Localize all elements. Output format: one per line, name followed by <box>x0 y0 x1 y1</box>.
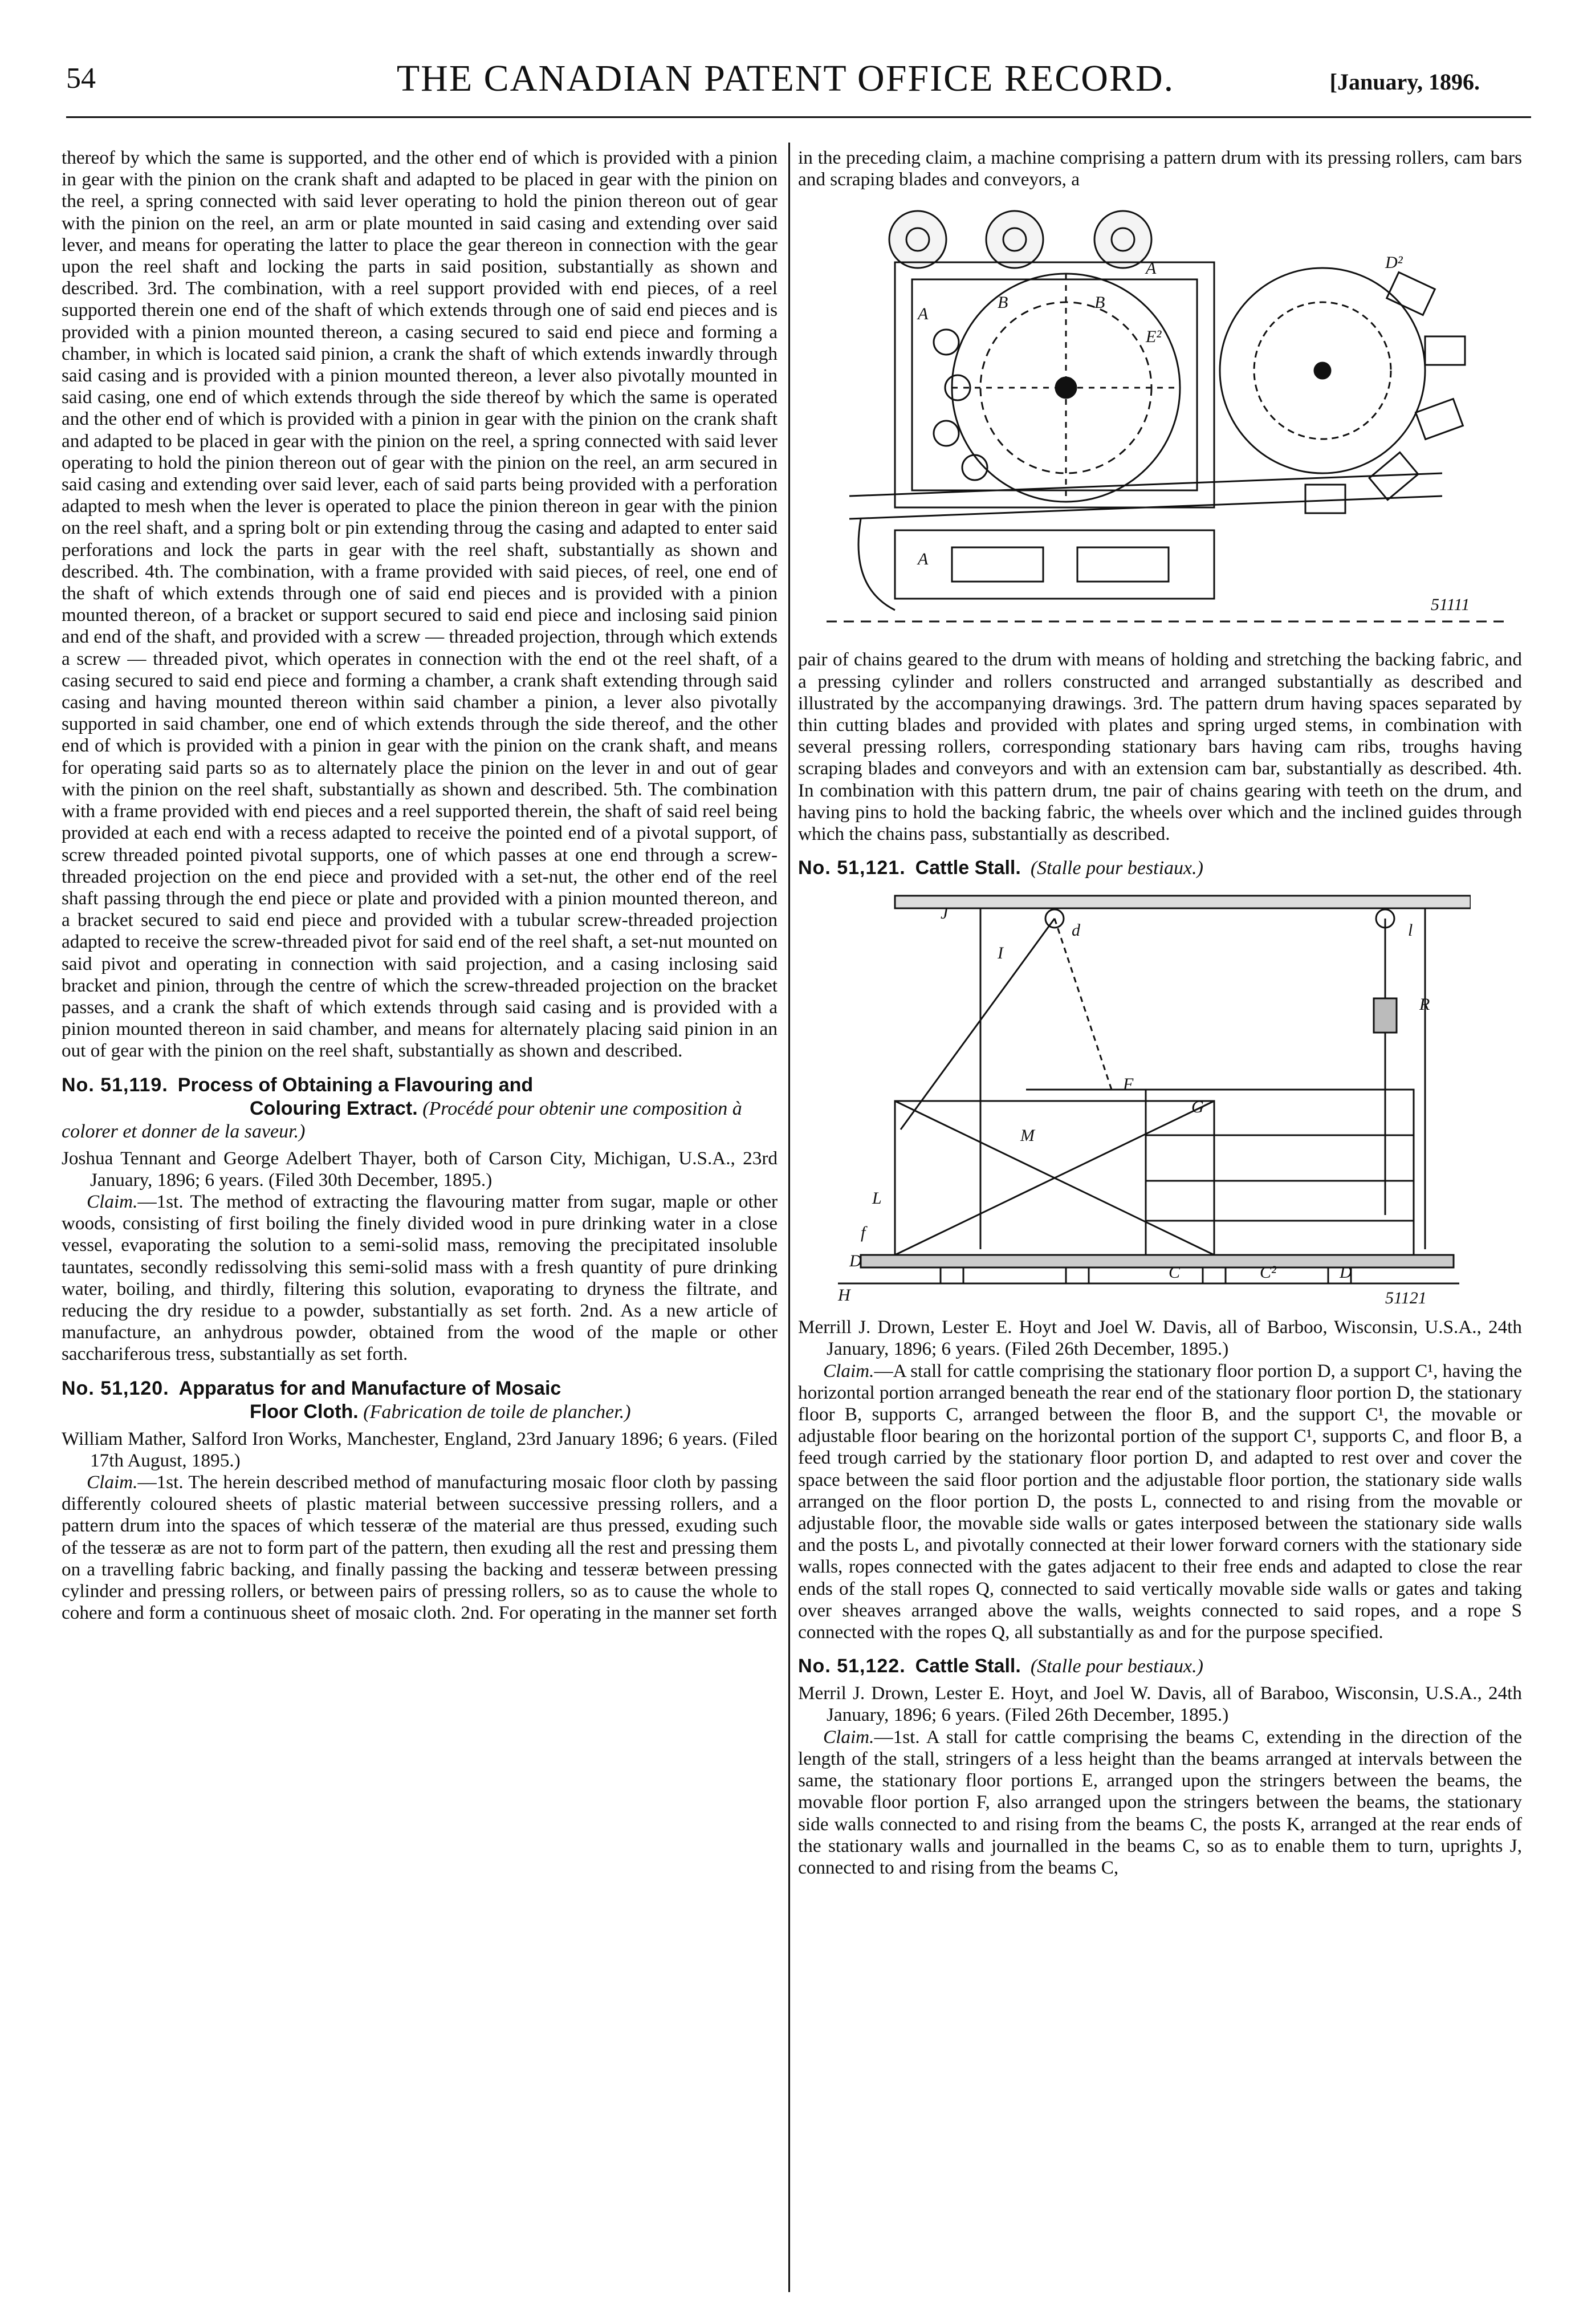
svg-text:B: B <box>1094 293 1105 312</box>
right-column <box>798 147 1522 1879</box>
claim-text: —1st. The method of extracting the flavouring matter from sugar, maple or other woods, consisting of first boiling the finely divided wood in pure drinking water in a close vessel, evaporating the solution to a semi-solid mass, removing the precipitated insoluble tauntates, secondly redissolving this semi-solid mass with a fresh quantity of pure drinking water, boiling, and thirdly, filtering this solution, evaporating to dryness the filtrate, and reducing the dry residue to a powder, substantially as set forth. 2nd. As a new article of manufacture, an anhydrous powder, obtained from the wood of the maple or other sacchariferous tress, substantially as set forth. <box>62 1191 778 1365</box>
claim-label: Claim. <box>87 1191 138 1212</box>
figure-number: 51111 <box>1431 595 1470 615</box>
page-number: 54 <box>66 62 96 95</box>
svg-text:B: B <box>998 293 1008 312</box>
header-rule <box>66 116 1531 118</box>
mosaic-machine-drawing <box>827 200 1505 639</box>
patent-claim <box>62 1191 778 1366</box>
svg-text:A: A <box>1146 259 1157 278</box>
patent-inventors: Joshua Tennant and George Adelbert Thayer, both of Carson City, Michigan, U.S.A., 23rd January, 1896; 6 years. (Filed 30th December, 1895.) <box>62 1147 778 1191</box>
patent-heading-51122 <box>798 1655 1522 1678</box>
patent-heading-51119 <box>62 1074 778 1143</box>
patent-french-title: (Procédé pour obtenir une composition à colorer et donner de la saveur.) <box>62 1098 742 1142</box>
patent-french-title: (Stalle pour bestiaux.) <box>1030 858 1203 879</box>
svg-text:C²: C² <box>1260 1263 1277 1282</box>
svg-text:J: J <box>941 904 949 923</box>
patent-heading-51121 <box>798 856 1522 880</box>
cattle-stall-drawing <box>827 884 1471 1306</box>
svg-text:E²: E² <box>1146 327 1162 347</box>
patent-inventors: William Mather, Salford Iron Works, Manchester, England, 23rd January 1896; 6 years. (Filed 17th August, 1895.) <box>62 1428 778 1471</box>
svg-text:A: A <box>918 550 929 569</box>
claim-text: —1st. The herein described method of manufacturing mosaic floor cloth by passing differently coloured sheets of plastic material between successive pressing rollers, and a pattern drum into the spaces of which tesseræ of the material are thus pressed, exuding such of the tesseræ as are not to form part of the pattern, then exuding all the rest and pressing them on a travelling fabric backing, and finally passing the backing and tesseræ between pressing cylinder and pressing rollers, or between pairs of pressing rollers, so as to cause the whole to cohere and form a continuous sheet of mosaic cloth. 2nd. For operating in the manner set forth <box>62 1471 778 1624</box>
patent-claim <box>798 1360 1522 1644</box>
svg-text:D²: D² <box>1385 253 1403 273</box>
claims-continuation: thereof by which the same is supported, and the other end of which is provided with a pinion in gear with the pinion on the crank shaft and adapted to be placed in gear with the pinion on the reel, a spring connected with said lever operating to hold the pinion thereon out of gear with the pinion on the reel, an arm or plate mounted in said casing and extending over said lever, and means for operating the latter to place the gear thereon in connection with the gear upon the reel shaft and locking the parts in said position, substantially as shown and described. 3rd. The combination, with a reel support provided with end pieces, of a reel supported therein one end of the shaft of which extends through one of said end pieces and is provided with a pinion mounted thereon, a casing secured to said end piece and forming a chamber, in which is located said pinion, a crank the shaft of which extends inwardly through said casing and is provided with a pinion mounted thereon, a lever also pivotally mounted in said casing, one end of which extends through the side thereof by which the same is operated and the other end of which is provided with a pinion in gear with the pinion on the crank shaft and adapted to be placed in gear with the pinion on the reel, a spring connected with said lever operating to hold the pinion thereon out of gear with the pinion on the reel, an arm secured in said casing and extending over said lever, each of said parts being provided with a perforation adapted to mesh when the lever is operated to place the pinion thereon in gear with the pinion on the reel shaft, and a spring bolt or pin extending throug the casing and adapted to enter said perforations and lock the parts in gear with the reel shaft, substantially as shown and described. 4th. The combination, with a frame provided with said pieces, of reel, one end of the shaft of which extends through one of said end pieces and is provided with a pinion mounted thereon, of a bracket or support secured to said end piece and inclosing said pinion and end of the shaft, and provided with a screw — threaded projection, through which extends a screw — threaded pivot, which operates in connection with the end ot the reel shaft, of a casing secured to said end piece and forming a chamber, a crank shaft extending through said casing and having mounted thereon within said chamber a pinion, a lever also pivotally supported in said chamber, one end of which extends through the side thereof, and the other end of which is provided with a pinion in gear with the pinion on the crank shaft, and means for operating said parts so as to alternately place the pinion on the lever in and out of gear with the pinion on the reel shaft, substantially as shown and described. 5th. The combination with a frame provided with end pieces and a reel supported therein, the shaft of said reel being provided at each end with a recess adapted to receive the pointed end of a pivotal support, of screw threaded pointed pivotal supports, one of which passes at one end through a screw-threaded projection on the end piece and provided with a set-nut, the other end of the reel shaft passing through the end piece or plate and provided with a pinion mounted thereon, and a bracket secured to said end piece and provided with a tubular screw-threaded projection adapted to receive the screw-threaded pivot for said end of the reel shaft, a set-nut mounted on said pivot and operating in connection with said projection, and a casing inclosing said bracket and pinion, through the centre of which the screw-threaded projection on the bracket passes, and a crank the shaft of which extends through said casing and is provided with a pinion mounted thereon in said chamber, and means for alternately placing said pinion in an out of gear with the pinion on the reel shaft, substantially as shown and described. <box>62 147 778 1062</box>
patent-french-title: (Stalle pour bestiaux.) <box>1030 1656 1203 1677</box>
patent-claim <box>62 1472 778 1624</box>
claim-text: —1st. A stall for cattle comprising the beams C, extending in the direction of the length of the stall, stringers of a less height than the beams arranged at intervals between the same, the stationary floor portions E, arranged upon the stringers between the beams, the movable floor portion F, also arranged upon the stringers between the beams, the stationary side walls connected to and rising from the beams C, the posts K, arranged at the rear ends of the stationary walls and journalled in the beams C, so as to enable them to turn, uprights J, connected to and rising from the beams C, <box>798 1726 1522 1878</box>
svg-text:M: M <box>1020 1126 1035 1145</box>
patent-heading-51120 <box>62 1377 778 1424</box>
patent-title-cont: Colouring Extract. <box>250 1097 418 1119</box>
svg-text:L: L <box>872 1189 882 1208</box>
claims-continuation: pair of chains geared to the drum with means of holding and stretching the backing fabric, and a pressing cylinder and rollers constructed and arranged substantially as described and illustrated by the accompanying drawings. 3rd. The pattern drum having spaces separated by thin cutting blades and provided with plates and spring urged stems, in combination with several pressing rollers, corresponding stationary bars having cam ribs, troughs having scraping blades and conveyors and with an extension cam bar, substantially as described. 4th. In combination with this pattern drum, tne pair of chains gearing with teeth on the drum, and having pins to hold the backing fabric, the wheels over which and the inclined guides through which the chains pass, substantially as described. <box>798 649 1522 845</box>
journal-title: THE CANADIAN PATENT OFFICE RECORD. <box>396 58 1175 99</box>
patent-number: No. 51,120. <box>62 1377 169 1399</box>
patent-title-cont: Floor Cloth. <box>250 1400 359 1423</box>
figure-number: 51121 <box>1385 1289 1427 1307</box>
patent-number: No. 51,119. <box>62 1074 168 1096</box>
column-divider <box>788 143 790 2292</box>
patent-title: Apparatus for and Manufacture of Mosaic <box>178 1377 561 1399</box>
patent-inventors: Merril J. Drown, Lester E. Hoyt, and Joel W. Davis, all of Baraboo, Wisconsin, U.S.A., 24th January, 1896; 6 years. (Filed 26th December, 1895.) <box>798 1683 1522 1726</box>
issue-date: [January, 1896. <box>1329 69 1480 95</box>
claim-label: Claim. <box>87 1471 138 1493</box>
patent-title: Cattle Stall. <box>915 1655 1021 1677</box>
claim-label: Claim. <box>823 1360 874 1382</box>
svg-text:l: l <box>1408 921 1413 940</box>
svg-text:G: G <box>1191 1098 1204 1117</box>
svg-text:R: R <box>1419 995 1430 1014</box>
svg-text:H: H <box>838 1286 850 1305</box>
svg-text:f: f <box>861 1223 866 1242</box>
svg-text:F: F <box>1123 1075 1134 1094</box>
page-header <box>0 58 1571 113</box>
patent-title: Process of Obtaining a Flavouring and <box>177 1074 534 1096</box>
svg-text:d: d <box>1072 921 1080 940</box>
svg-text:C: C <box>1169 1263 1181 1282</box>
claim-label: Claim. <box>823 1726 874 1748</box>
patent-number: No. 51,122. <box>798 1655 906 1677</box>
svg-text:A: A <box>918 304 929 324</box>
svg-text:D: D <box>849 1252 862 1271</box>
claims-continuation: in the preceding claim, a machine comprising a pattern drum with its pressing rollers, cam bars and scraping blades and conveyors, a <box>798 147 1522 190</box>
patent-inventors: Merrill J. Drown, Lester E. Hoyt and Joel W. Davis, all of Barboo, Wisconsin, U.S.A., 24th January, 1896; 6 years. (Filed 26th December, 1895.) <box>798 1317 1522 1360</box>
patent-french-title: (Fabrication de toile de plancher.) <box>363 1401 631 1423</box>
claim-text: —A stall for cattle comprising the stationary floor portion D, a support C¹, having the horizontal portion arranged beneath the rear end of the stationary floor portion D, the stationary floor B, supports C, arranged between the floor B, and the support C¹, the movable or adjustable floor bearing on the horizontal portion of the support C¹, supports C, and floor B, a feed trough carried by the stationary floor portion D, and adapted to rest over and cover the space between the said floor portion and the adjustable floor portion, the stationary side walls arranged on the floor portion D, the posts L, connected to and rising from the movable or adjustable floor, the movable side walls or gates interposed between the stationary side walls and the posts L, and pivotally connected at their lower forward corners with the stationary side walls, ropes connected with the gates adjacent to their free ends and adapted to close the rear ends of the stall ropes Q, connected to said vertically movable side walls or gates and taking over sheaves arranged above the walls, weights connected to said ropes, and a rope S connected with the ropes Q, all substantially as and for the purpose specified. <box>798 1360 1522 1643</box>
patent-title: Cattle Stall. <box>915 857 1021 879</box>
patent-number: No. 51,121. <box>798 857 906 879</box>
svg-text:D: D <box>1340 1263 1352 1282</box>
patent-claim <box>798 1726 1522 1879</box>
left-column <box>62 147 778 1624</box>
svg-text:I: I <box>998 944 1003 963</box>
